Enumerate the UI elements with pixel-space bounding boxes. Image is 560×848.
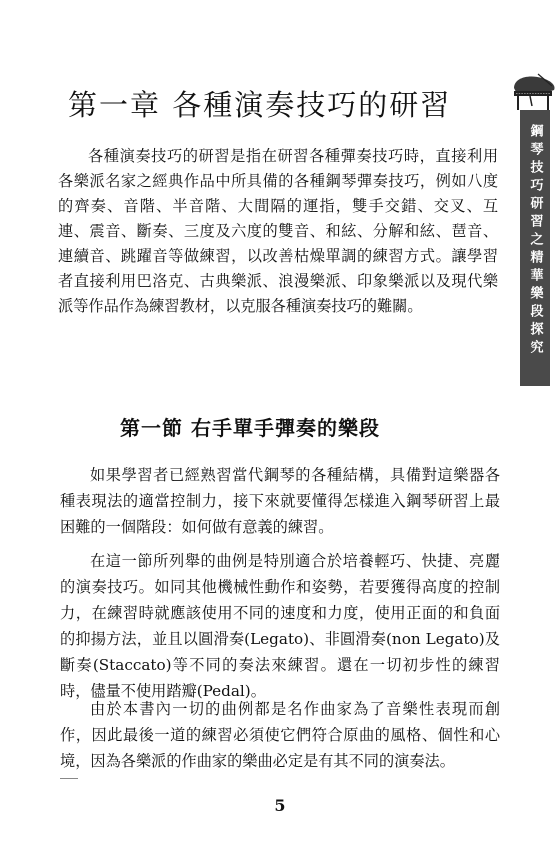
- side-tab-label: 鋼琴技巧研習之精華樂段探究: [527, 124, 543, 358]
- section-paragraph: 由於本書內一切的曲例都是名作曲家為了音樂性表現而創作，因此最後一道的練習必須使它們符合原曲的風格、個性和心境，因為各樂派的作曲家的樂曲必定是有其不同的演奏法。: [60, 700, 500, 770]
- grand-piano-icon: [508, 70, 558, 114]
- side-tab: [506, 70, 560, 386]
- section-paragraph: 在這一節所列舉的曲例是特別適合於培養輕巧、快捷、亮麗的演奏技巧。如同其他機械性動作和姿勢，若要獲得高度的控制力，在練習時就應該使用不同的速度和力度，使用正面的和負面的抑揚方法，並且以圓滑奏(Legato)、非圓滑奏(non Legato)及斷奏(Staccato)等不同的奏法來練習。還在一切初步性的練習時，儘量不使用踏瓣(Pedal)。: [60, 552, 500, 700]
- section-paragraph: 如果學習者已經熟習當代鋼琴的各種結構，具備對這樂器各種表現法的適當控制力，接下來就要懂得怎樣進入鋼琴研習上最困難的一個階段：如何做有意義的練習。: [60, 466, 500, 536]
- chapter-title: 第一章 各種演奏技巧的研習: [68, 88, 452, 123]
- section-title: 第一節 右手單手彈奏的樂段: [120, 415, 380, 440]
- page-number: 5: [274, 796, 286, 815]
- footnote-rule: [60, 778, 78, 779]
- intro-paragraph: 各種演奏技巧的研習是指在研習各種彈奏技巧時，直接利用各樂派名家之經典作品中所具備的各種鋼琴彈奏技巧，例如八度的齊奏、音階、半音階、大間隔的運指，雙手交錯、交叉、互連、震音、斷奏、三度及六度的雙音、和絃、分解和絃、琶音、連續音、跳躍音等做練習，以改善枯燥單調的練習方式。讓學習者直接利用巴洛克、古典樂派、浪漫樂派、印象樂派以及現代樂派等作品作為練習教材，以克服各種演奏技巧的難關。: [58, 147, 498, 315]
